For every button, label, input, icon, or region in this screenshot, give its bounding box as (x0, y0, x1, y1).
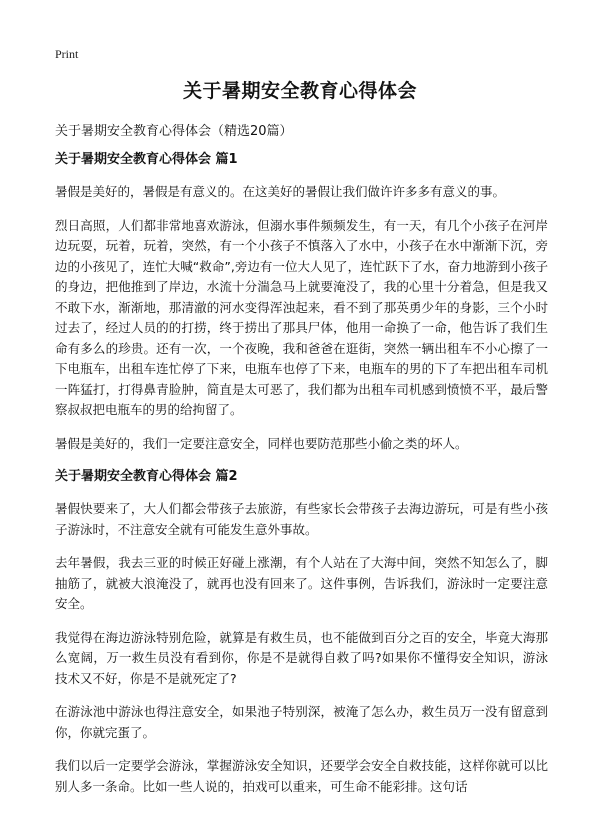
print-link[interactable]: Print (55, 47, 79, 61)
page-title: 关于暑期安全教育心得体会 (182, 80, 417, 102)
section-heading: 关于暑期安全教育心得体会 篇1 (55, 152, 238, 167)
paragraph: 我们以后一定要学会游泳，掌握游泳安全知识，还要学会安全自救技能，这样你就可以比别人多一条命。比如一些人说的，拍戏可以重来，可生命不能彩排。这句话 (55, 758, 548, 794)
paragraph: 我觉得在海边游泳特别危险，就算是有救生员，也不能做到百分之百的安全，毕竟大海那么宽阔，万一救生员没有看到你，你是不是就得自救了吗?如果你不懂得安全知识，游泳技术又不好，你是不是就死定了? (55, 629, 548, 686)
paragraph: 去年暑假，我去三亚的时候正好碰上涨潮，有个人站在了大海中间，突然不知怎么了，脚抽筋了，就被大浪淹没了，就再也没有回来了。这件事例，告诉我们，游泳时一定要注意安全。 (55, 555, 548, 611)
paragraph: 暑假是美好的，我们一定要注意安全，同样也要防范那些小偷之类的坏人。 (55, 435, 468, 451)
paragraph: 暑假是美好的，暑假是有意义的。在这美好的暑假让我们做许许多多有意义的事。 (55, 184, 506, 199)
paragraph: 烈日高照，人们都非常地喜欢游泳，但溺水事件频频发生，有一天，有几个小孩子在河岸边玩耍，玩着，玩着，突然，有一个小孩子不慎落入了水中，小孩子在水中渐渐下沉，旁边的小孩见了，连忙大喊“救命”,旁边有一位大人见了，连忙跃下了水，奋力地游到小孩子的身边，把他推到了岸边，水流十分湍急马上就要淹没了，我的心里十分着急，但是我又不敢下水，渐渐地，那清澈的河水变得浑浊起来，看不到了那英勇少年的身影，三个小时过去了，经过人员的的打捞，终于捞出了那具尸体，他用一命换了一命，他告诉了我们生命有多么的珍贵。还有一次，一个夜晚，我和爸爸在逛街，突然一辆出租车不小心擦了一下电瓶车，出租车连忙停了下来，电瓶车也停了下来，电瓶车的男的下了车把出租车司机一阵猛打，打得鼻青脸肿，简直是太可恶了，我们都为出租车司机感到愤愤不平，最后警察叔叔把电瓶车的男的给拘留了。 (55, 217, 548, 417)
paragraph: 在游泳池中游泳也得注意安全，如果池子特别深，被淹了怎么办，救生员万一没有留意到你，你就完蛋了。 (55, 704, 548, 740)
section-1 (55, 150, 548, 454)
document-subtitle: 关于暑期安全教育心得体会（精选20篇） (55, 124, 293, 139)
section-2 (55, 467, 548, 797)
paragraph: 暑假快要来了，大人们都会带孩子去旅游，有些家长会带孩子去海边游玩，可是有些小孩子游泳时，不注意安全就有可能发生意外事故。 (55, 501, 548, 537)
article-body (55, 150, 548, 810)
section-heading: 关于暑期安全教育心得体会 篇2 (55, 469, 238, 484)
